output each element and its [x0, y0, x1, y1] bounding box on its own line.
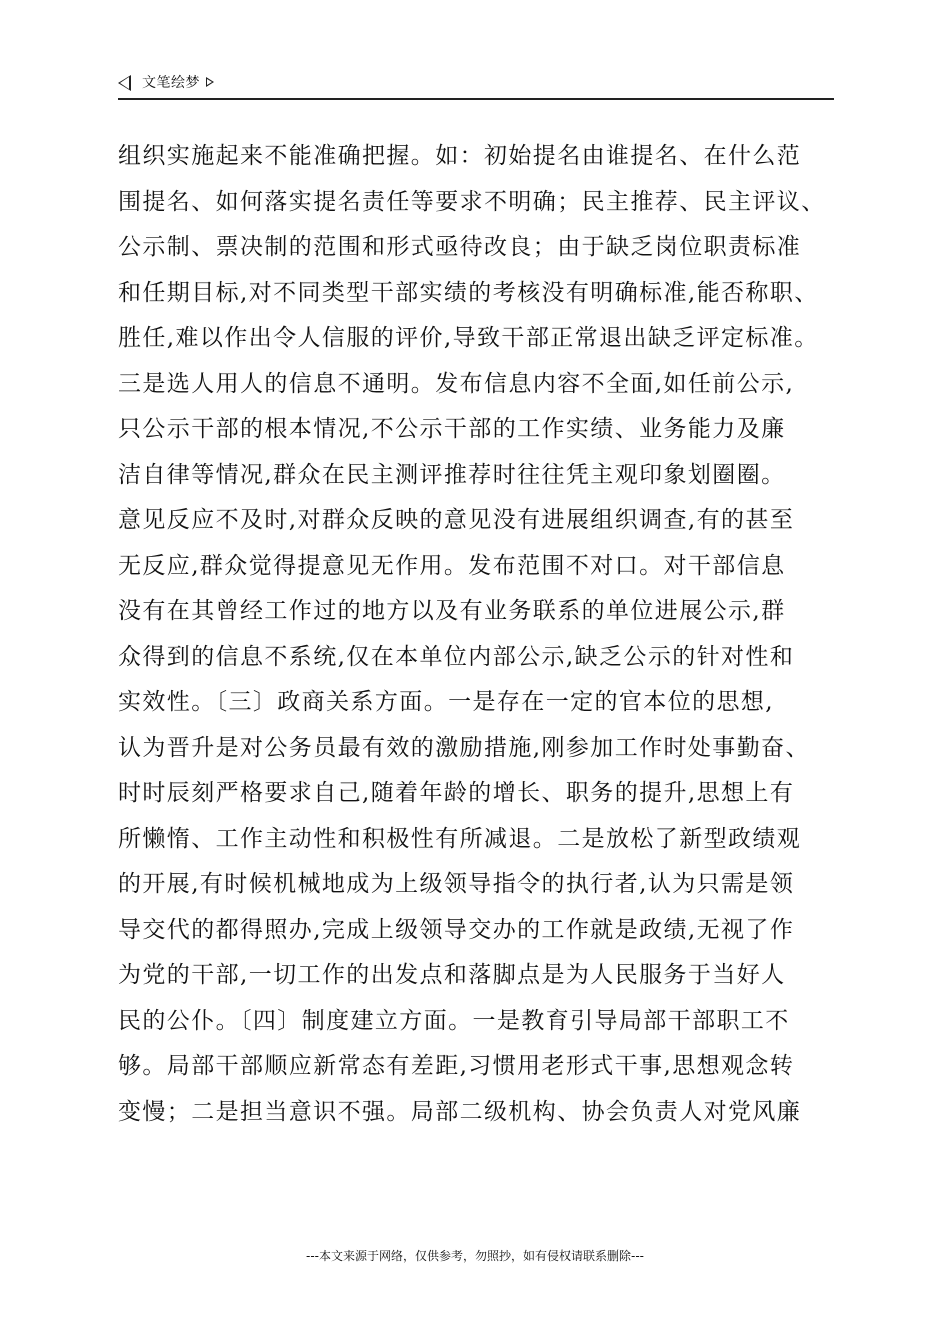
triangle-left-icon: [118, 75, 131, 91]
text-line: 无反应,群众觉得提意见无作用。发布范围不对口。对干部信息: [118, 552, 786, 579]
text-line: 所懒惰、工作主动性和积极性有所减退。二是放松了新型政绩观: [118, 825, 802, 852]
text-line: 实效性。〔三〕政商关系方面。一是存在一定的官本位的思想,: [118, 689, 775, 715]
text-line: 只公示干部的根本情况,不公示干部的工作实绩、业务能力及廉: [118, 416, 786, 442]
page-header: [118, 74, 834, 100]
text-line: 公示制、票决制的范围和形式亟待改良；由于缺乏岗位职责标准: [118, 234, 802, 260]
text-line: 变慢；二是担当意识不强。局部二级机构、协会负责人对党风廉: [118, 1098, 802, 1125]
text-line: 时时辰刻严格要求自己,随着年龄的增长、职务的提升,思想上有: [118, 780, 795, 806]
text-line: 洁自律等情况,群众在民主测评推荐时往往凭主观印象划圈圈。: [118, 461, 786, 488]
text-line: 组织实施起来不能准确把握。如：初始提名由谁提名、在什么范: [118, 143, 802, 169]
document-body: [118, 134, 858, 1135]
text-line: 够。局部干部顺应新常态有差距,习惯用老形式干事,思想观念转: [118, 1053, 795, 1079]
text-line: 和任期目标,对不同类型干部实绩的考核没有明确标准,能否称职、: [118, 279, 819, 306]
text-line: 众得到的信息不系统,仅在本单位内部公示,缺乏公示的针对性和: [118, 643, 795, 670]
text-line: 没有在其曾经工作过的地方以及有业务联系的单位进展公示,群: [118, 598, 786, 624]
text-line: 为党的干部,一切工作的出发点和落脚点是为人民服务于当好人: [118, 962, 786, 988]
text-line: 胜任,难以作出令人信服的评价,导致干部正常退出缺乏评定标准。: [118, 325, 819, 351]
text-line: 围提名、如何落实提名责任等要求不明确；民主推荐、民主评议、: [118, 188, 826, 215]
text-line: 意见反应不及时,对群众反映的意见没有进展组织调查,有的甚至: [118, 507, 795, 533]
text-line: 三是选人用人的信息不通明。发布信息内容不全面,如任前公示,: [118, 370, 795, 397]
triangle-right-icon: [206, 77, 214, 87]
text-line: 认为晋升是对公务员最有效的激励措施,刚参加工作时处事勤奋、: [118, 734, 810, 761]
header-title: 文笔绘梦: [142, 75, 200, 91]
text-line: 的开展,有时候机械地成为上级领导指令的执行者,认为只需是领: [118, 871, 795, 897]
text-line: 导交代的都得照办,完成上级领导交办的工作就是政绩,无视了作: [118, 916, 795, 943]
page-footer: ---本文来源于网络，仅供参考，勿照抄，如有侵权请联系删除---: [306, 1249, 644, 1263]
text-line: 民的公仆。〔四〕制度建立方面。一是教育引导局部干部职工不: [118, 1007, 790, 1034]
